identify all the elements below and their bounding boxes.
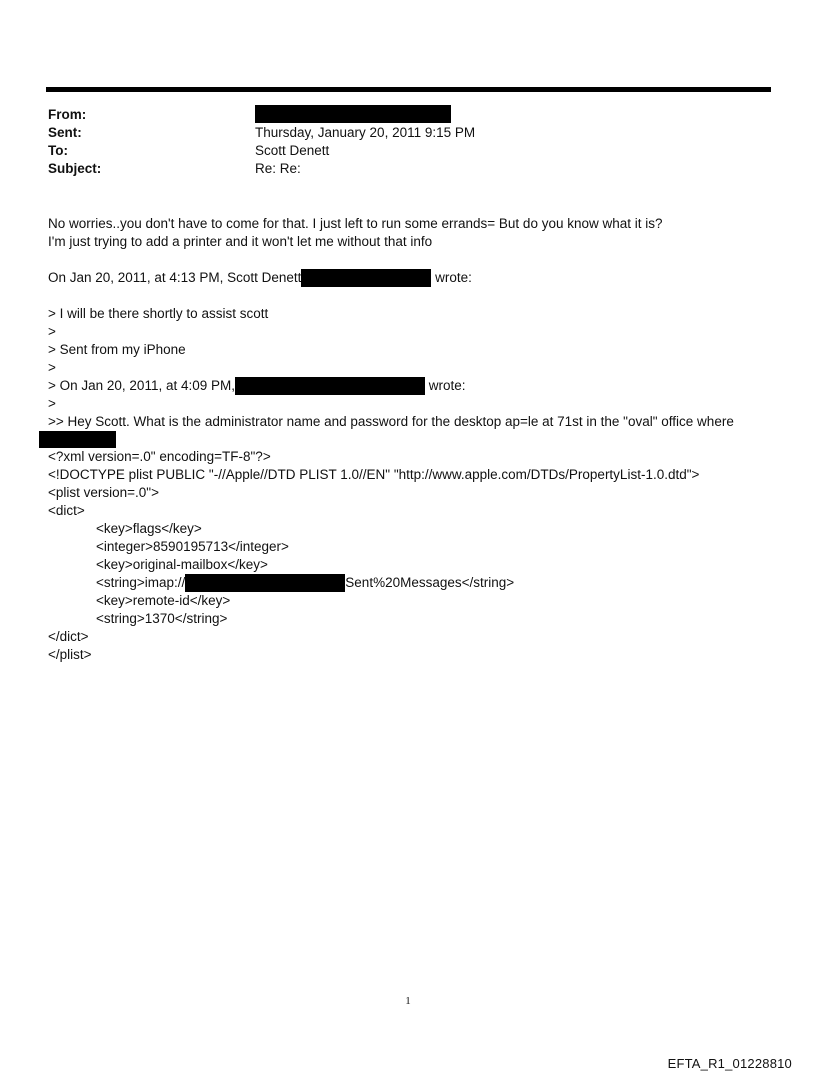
- plist-line-4: <dict>: [48, 503, 85, 518]
- from-label: From:: [48, 107, 87, 122]
- quote-line-5: [48, 377, 466, 395]
- quote-line-3: > Sent from my iPhone: [48, 342, 186, 357]
- plist-line-10: <string>1370</string>: [96, 611, 228, 626]
- plist-line-11: </dict>: [48, 629, 89, 644]
- plist-line-3: <plist version=.0">: [48, 485, 159, 500]
- body-line-1: No worries..you don't have to come for that. I just left to run some errands= But do you know what it is?: [48, 216, 663, 231]
- quote-line-2: >: [48, 324, 56, 339]
- quote-line-8-redacted: [39, 430, 116, 448]
- redaction-box: [301, 269, 431, 287]
- subject-label: Subject:: [48, 161, 102, 176]
- body-line-2: I'm just trying to add a printer and it won't let me without that info: [48, 234, 433, 249]
- quote-line-5-end: wrote:: [428, 378, 466, 393]
- quote-line-4: >: [48, 360, 56, 375]
- quote-line-6: >: [48, 396, 56, 411]
- to-value: Scott Denett: [255, 143, 330, 158]
- redaction-box: [235, 377, 425, 395]
- plist-line-12: </plist>: [48, 647, 92, 662]
- plist-line-6: <integer>8590195713</integer>: [96, 539, 289, 554]
- redaction-box: [185, 574, 345, 592]
- plist-line-1: <?xml version=.0" encoding=TF-8"?>: [48, 449, 271, 464]
- quote-intro-start: On Jan 20, 2011, at 4:13 PM, Scott Denett: [48, 270, 302, 285]
- plist-line-9: <key>remote-id</key>: [96, 593, 231, 608]
- quote-intro-end: wrote:: [435, 270, 472, 285]
- redaction-box: [39, 431, 116, 448]
- quote-line-1: > I will be there shortly to assist scott: [48, 306, 269, 321]
- from-value-redacted: [255, 105, 451, 123]
- plist-line-2: <!DOCTYPE plist PUBLIC "-//Apple//DTD PLIST 1.0//EN" "http://www.apple.com/DTDs/PropertyList-1.0.dtd">: [48, 467, 700, 482]
- plist-line-8-end: Sent%20Messages</string>: [345, 575, 515, 590]
- plist-line-5: <key>flags</key>: [96, 521, 202, 536]
- plist-line-7: <key>original-mailbox</key>: [96, 557, 268, 572]
- quote-line-5-start: > On Jan 20, 2011, at 4:09 PM,: [48, 378, 235, 393]
- header-rule: [46, 87, 771, 92]
- quote-line-7: >> Hey Scott. What is the administrator name and password for the desktop ap=le at 71st in the "oval" office where: [48, 414, 734, 429]
- subject-value: Re: Re:: [255, 161, 301, 176]
- page-number: 1: [405, 995, 411, 1007]
- document-id: EFTA_R1_01228810: [667, 1056, 792, 1071]
- sent-label: Sent:: [48, 125, 82, 140]
- quote-intro: [48, 269, 472, 287]
- plist-line-8-start: <string>imap://: [96, 575, 186, 590]
- sent-value: Thursday, January 20, 2011 9:15 PM: [255, 125, 476, 140]
- to-label: To:: [48, 143, 68, 158]
- plist-line-8: [96, 574, 514, 592]
- redaction-box: [255, 105, 451, 123]
